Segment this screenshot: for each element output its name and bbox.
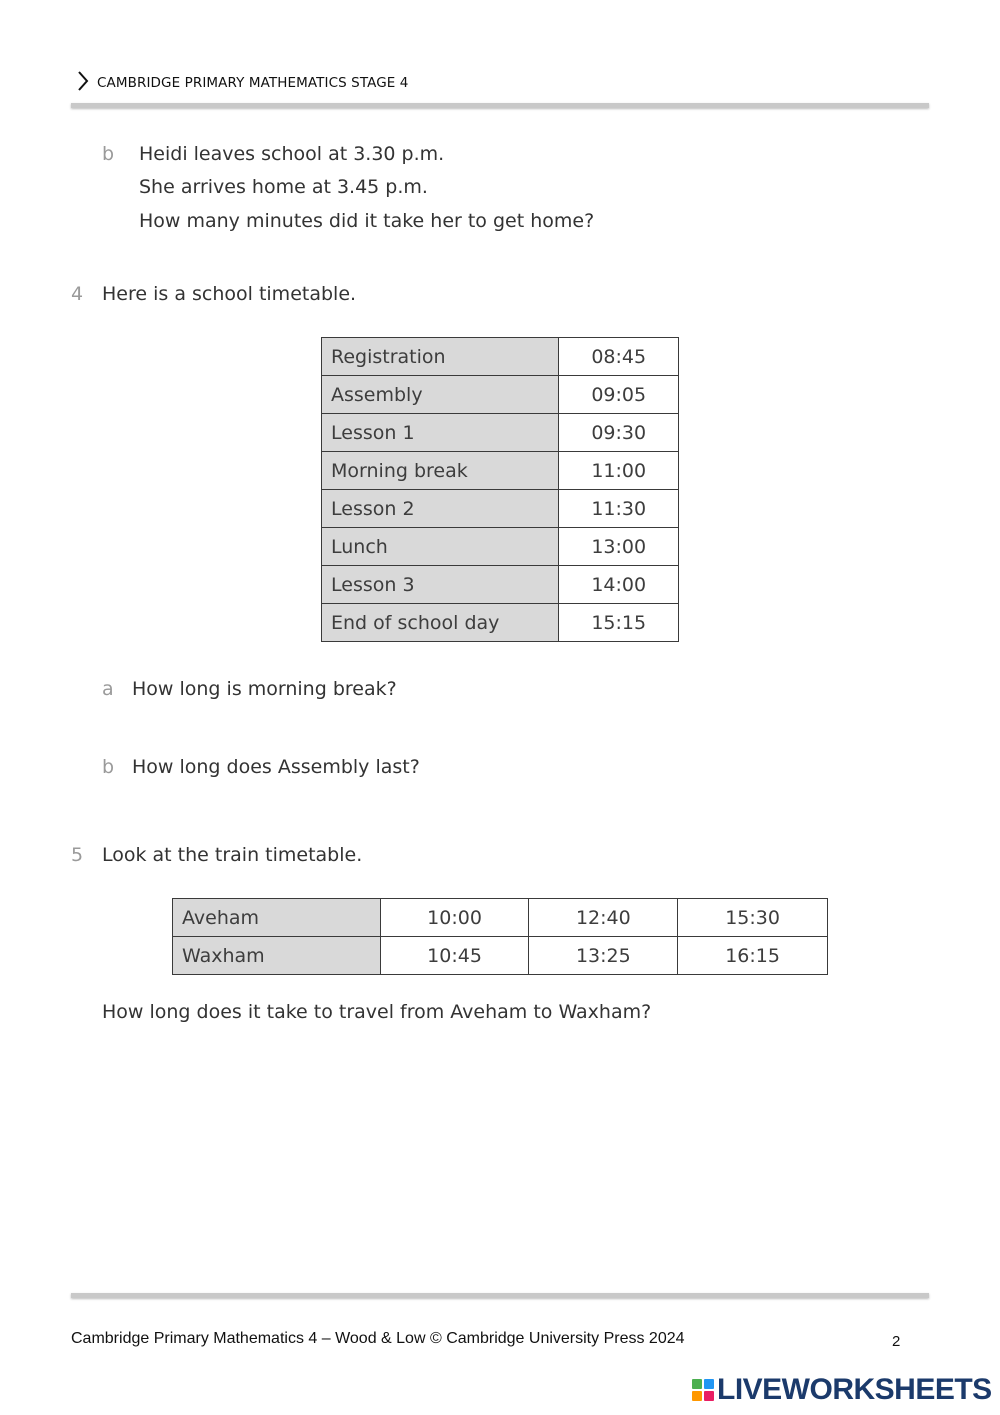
question-5-number: 5	[71, 844, 84, 866]
question-5-intro: Look at the train timetable.	[102, 844, 363, 866]
timetable-label-cell: Lesson 1	[322, 414, 559, 452]
question-5-text: How long does it take to travel from Aveham to Waxham?	[102, 1001, 652, 1023]
logo-mark-icon	[692, 1379, 714, 1401]
question-3b-line-3: How many minutes did it take her to get home?	[139, 210, 595, 232]
logo-mark-square	[704, 1391, 714, 1401]
footer-divider	[71, 1293, 929, 1298]
timetable-label-cell: Morning break	[322, 452, 559, 490]
logo-mark-square	[704, 1379, 714, 1389]
timetable-label-cell: Assembly	[322, 376, 559, 414]
timetable-label-cell: Registration	[322, 338, 559, 376]
header-title: CAMBRIDGE PRIMARY MATHEMATICS STAGE 4	[97, 75, 409, 91]
train-time-cell: 10:45	[380, 937, 529, 975]
table-row	[322, 490, 679, 528]
footer-copyright: Cambridge Primary Mathematics 4 – Wood & Low © Cambridge University Press 2024	[71, 1330, 685, 1347]
table-row	[322, 376, 679, 414]
table-row	[322, 604, 679, 642]
question-4a-text: How long is morning break?	[132, 678, 397, 700]
logo-text: LIVEWORKSHEETS	[717, 1373, 992, 1406]
question-3b-line-2: She arrives home at 3.45 p.m.	[139, 176, 428, 198]
timetable-time-cell: 11:30	[559, 490, 679, 528]
question-4-number: 4	[71, 283, 84, 305]
question-4b-text: How long does Assembly last?	[132, 756, 420, 778]
table-row	[322, 452, 679, 490]
timetable-time-cell: 15:15	[559, 604, 679, 642]
station-cell: Aveham	[173, 899, 381, 937]
train-time-cell: 13:25	[529, 937, 678, 975]
timetable-label-cell: Lunch	[322, 528, 559, 566]
question-4b-letter: b	[102, 756, 115, 778]
train-time-cell: 16:15	[678, 937, 828, 975]
logo-mark-square	[692, 1379, 702, 1389]
page-number: 2	[892, 1333, 901, 1350]
timetable-time-cell: 08:45	[559, 338, 679, 376]
station-cell: Waxham	[173, 937, 381, 975]
table-row	[322, 414, 679, 452]
timetable-label-cell: Lesson 3	[322, 566, 559, 604]
train-time-cell: 15:30	[678, 899, 828, 937]
train-time-cell: 12:40	[529, 899, 678, 937]
liveworksheets-logo	[692, 1373, 992, 1407]
table-row	[322, 566, 679, 604]
header-divider	[71, 103, 929, 108]
logo-mark-square	[692, 1391, 702, 1401]
question-4a-letter: a	[102, 678, 114, 700]
timetable-time-cell: 11:00	[559, 452, 679, 490]
question-4-intro: Here is a school timetable.	[102, 283, 357, 305]
question-3b-line-1: Heidi leaves school at 3.30 p.m.	[139, 143, 445, 165]
train-time-cell: 10:00	[380, 899, 529, 937]
timetable-label-cell: Lesson 2	[322, 490, 559, 528]
question-3b-letter: b	[102, 143, 115, 165]
timetable-time-cell: 13:00	[559, 528, 679, 566]
school-timetable	[321, 337, 679, 642]
timetable-time-cell: 09:05	[559, 376, 679, 414]
train-timetable	[172, 898, 828, 975]
table-row	[322, 528, 679, 566]
timetable-label-cell: End of school day	[322, 604, 559, 642]
timetable-time-cell: 09:30	[559, 414, 679, 452]
table-row	[173, 899, 828, 937]
table-row	[173, 937, 828, 975]
timetable-time-cell: 14:00	[559, 566, 679, 604]
table-row	[322, 338, 679, 376]
chevron-right-icon	[76, 70, 90, 92]
